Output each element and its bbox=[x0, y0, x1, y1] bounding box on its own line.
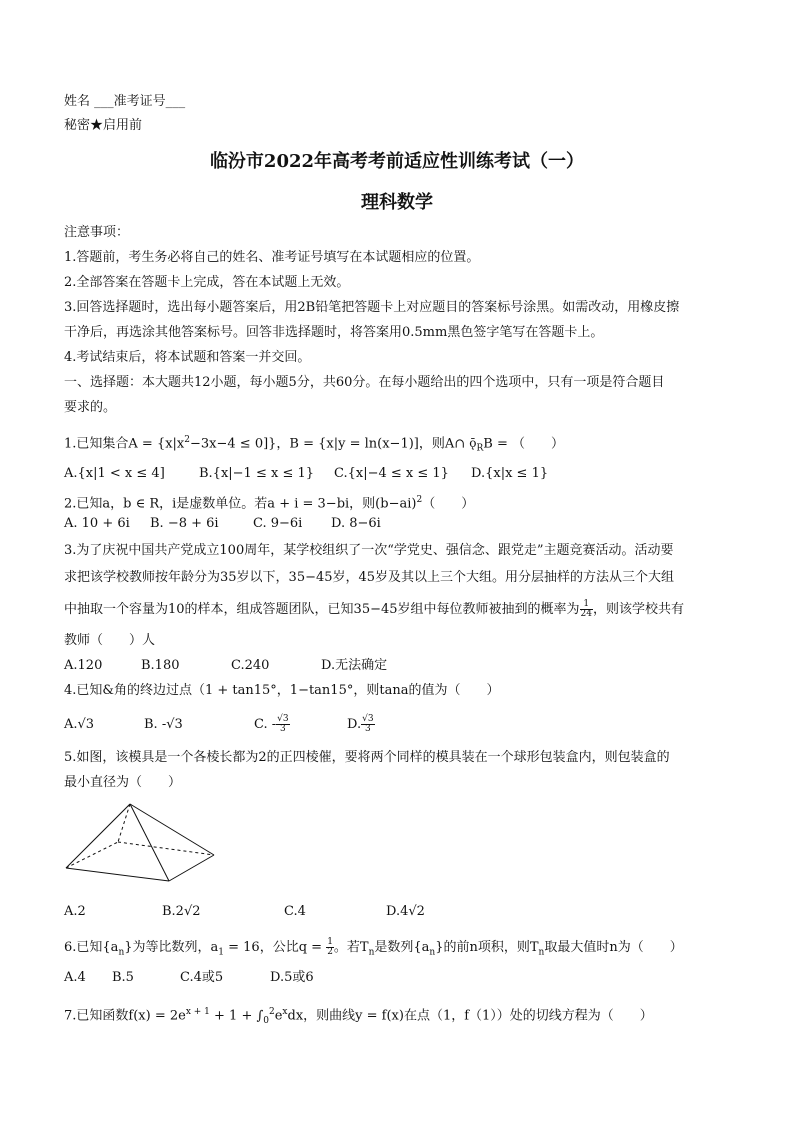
option-a: A.{x|1 < x ≤ 4] bbox=[64, 466, 165, 481]
pyramid-base-edge bbox=[169, 855, 214, 881]
question-3-line: 求把该学校教师按年龄分为35岁以下，35−45岁，45岁及其以上三个大组。用分层抽样的方法从三个大组 bbox=[64, 570, 675, 585]
note-item: 2.全部答案在答题卡上完成，答在本试题上无效。 bbox=[64, 275, 350, 290]
question-4-stem: 4.已知&角的终边过点（1 + tan15°，1−tan15°，则tana的值为（ ） bbox=[64, 683, 500, 698]
question-4-options bbox=[64, 715, 375, 734]
option-a: A. 10 + 6i bbox=[64, 516, 130, 531]
option-a: A.4 bbox=[64, 970, 86, 985]
option-d: D.{x|x ≤ 1} bbox=[471, 466, 549, 481]
question-1-options bbox=[64, 466, 548, 482]
option-a: A.120 bbox=[64, 658, 103, 673]
option-c: C. - $\frac{√3}{3}$ bbox=[254, 714, 289, 734]
option-c: C. 9−6i bbox=[253, 516, 303, 531]
question-3-line: 中抽取一个容量为10的样本，组成答题团队，已知35−45岁组中每位教师被抽到的概率为 $\frac{1}{24}$ ，则该学校共有 bbox=[64, 599, 684, 619]
question-6-options bbox=[64, 970, 314, 986]
pyramid-edge bbox=[66, 804, 130, 868]
question-7-stem: 7.已知函数$f(x) = 2e^{x + 1} + 1 + \int_0^2e^xdx$，则曲线y = f(x)在点（1，f（1））处的切线方程为（ ） bbox=[64, 1007, 653, 1026]
option-a: A.2 bbox=[64, 904, 86, 919]
question-2-options bbox=[64, 516, 381, 532]
option-b: B.180 bbox=[141, 658, 180, 673]
pyramid-figure bbox=[62, 798, 222, 888]
option-b: B. -√3 bbox=[144, 717, 183, 732]
note-item: 3.回答选择题时，选出每小题答案后，用2B铅笔把答题卡上对应题目的答案标号涂黑。如需改动，用橡皮擦 bbox=[64, 300, 680, 315]
option-d: D. 8−6i bbox=[331, 516, 381, 531]
pyramid-base-edge bbox=[66, 868, 169, 881]
question-3-line: 3.为了庆祝中国共产党成立100周年，某学校组织了一次“学党史、强信念、跟党走”主题竞赛活动。活动要 bbox=[64, 543, 674, 558]
option-c: C.4 bbox=[284, 904, 306, 919]
option-b: B.2√2 bbox=[162, 904, 201, 919]
question-5-options bbox=[64, 904, 425, 920]
option-b: B.{x|−1 ≤ x ≤ 1} bbox=[199, 466, 315, 481]
note-item: 干净后，再选涂其他答案标号。回答非选择题时，将答案用0.5mm黑色签字笔写在答题卡上。 bbox=[64, 325, 604, 340]
question-3-options bbox=[64, 658, 387, 674]
secret-mark: 秘密★启用前 bbox=[64, 118, 143, 133]
question-5-line: 5.如图，该模具是一个各棱长都为2的正四棱催，要将两个同样的模具装在一个球形包装盒内，则包装盒的 bbox=[64, 750, 670, 765]
section-heading: 一、选择题：本大题共12小题，每小题5分，共60分。在每小题给出的四个选项中，只有一项是符合题目 bbox=[64, 375, 665, 390]
question-6-stem: 6.已知$\{a_n\}$为等比数列，$a_1 = 16$，公比q = $\frac{1}{2}$ 。若$T_n$是数列$\{a_n\}$的前n项积，则$T_n$取最大值时n为（ ） bbox=[64, 937, 683, 958]
option-c: C.{x|−4 ≤ x ≤ 1} bbox=[334, 466, 449, 481]
question-2-stem: 2.已知a，b ∈ R，i是虚数单位。若a + i = 3−bi，则$(b-ai)^2$（ ） bbox=[64, 495, 475, 512]
note-item: 1.答题前，考生务必将自己的姓名、准考证号填写在本试题相应的位置。 bbox=[64, 250, 480, 265]
option-d: D.5或6 bbox=[270, 970, 314, 985]
option-a: A.√3 bbox=[64, 717, 95, 732]
pyramid-hidden-edge bbox=[66, 842, 118, 868]
option-b: B. −8 + 6i bbox=[150, 516, 219, 531]
notes-heading: 注意事项： bbox=[64, 225, 130, 240]
question-1-stem: 1.已知集合$A = \{x|x^2-3x-4 \le 0]$}，B = {x|y = ln(x−1)]，则A∩ $ǭ_RB$ = （ ） bbox=[64, 435, 565, 454]
option-d: D. $\frac{√3}{3}$ bbox=[347, 714, 374, 734]
option-d: D.4√2 bbox=[386, 904, 425, 919]
note-item: 4.考试结束后，将本试题和答案一并交回。 bbox=[64, 350, 311, 365]
option-c: C.240 bbox=[231, 658, 270, 673]
question-5-line: 最小直径为（ ） bbox=[64, 775, 182, 790]
section-heading-cont: 要求的。 bbox=[64, 400, 117, 415]
option-c: C.4或5 bbox=[180, 970, 224, 985]
name-id-line: 姓名 ___准考证号___ bbox=[64, 94, 186, 109]
option-b: B.5 bbox=[112, 970, 134, 985]
question-3-line: 教师（ ）人 bbox=[64, 633, 156, 648]
exam-title: 临汾市2022年高考考前适应性训练考试（一） bbox=[209, 151, 585, 172]
pyramid-hidden-edge bbox=[118, 842, 214, 855]
exam-subject: 理科数学 bbox=[361, 192, 433, 213]
option-d: D.无法确定 bbox=[321, 658, 388, 673]
